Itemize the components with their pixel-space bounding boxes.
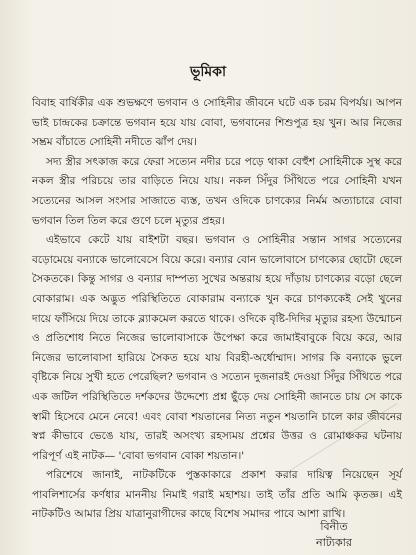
closing-block — [274, 519, 394, 551]
paragraph: পরিশেষে জানাই, নাটকটিকে পুস্তকাকারে প্রকাশ করার দায়িত্ব নিয়েছেন সূর্য পাবলিশার্সের কর্ণধার মাননীয় নিমাই গরাই মহাশয়। তাই তাঁর প্রতি আমি কৃতজ্ঞ। এই নাটকটিও আমার প্রিয় যাত্রানুরাগীদের কাছে বিশেষ সমাদর পাবে আশা রাখি। — [32, 469, 402, 521]
signature: নাট্যকার — [316, 536, 352, 549]
closing-word: বিনীত — [320, 520, 348, 533]
paragraph: এইভাবে কেটে যায় বাইশটা বছর। ভগবান ও সোহিনীর সন্তান সাগর সত্যেনের বড়োমেয়ে বন্যাকে ভালোবেসে বিয়ে করে। বন্যার বোন ভালোবাসে চাণক্যের ছোটো ছেলে সৈকতকে। কিন্তু সাগর ও বন্যার দাম্পত্য সুখের অন্তরায় হয়ে দাঁড়ায় চাণক্যের বড়ো ছেলে বোকারাম। এক অদ্ভুত পরিস্থিতিতে বোকারাম বন্যাকে খুন করে চাণক্যকেই সেই খুনের দায়ে ফাঁসিয়ে দিয়ে তাকে ব্ল্যাকমেল করতে থাকে। ওদিকে বৃষ্টি-দিদির মৃত্যুর রহস্য উন্মোচন ও প্রতিশোধ নিতে নিজের ভালোবাসাকে উপেক্ষা করে জামাইবাবুকে বিয়ে করে, আর নিজের ভালোবাসা হারিয়ে সৈকত হয়ে যায় বিরহী-অর্ধোম্মাদ। সাগর কি বন্যাকে ভুলে বৃষ্টিকে নিয়ে সুখী হতে পেরেছিল? ভগবান ও সত্যেন দুজনারই দেওয়া সিঁদুর সিঁথিতে পরে এক জটিল পরিস্থিতিতে দর্শকদের উদ্দেশ্যে প্রশ্ন ছুঁড়ে দেয় সোহিনী জানতে চায় সে কাকে স্বামী হিসেবে মেনে নেবে! এবং বোবা শয়তানের নিত্য নতুন শয়তানি চালে কার জীবনের স্বপ্ন কীভাবে ভেঙে যায়, তারই অসংখ্য রহস্যময় প্রশ্নের উত্তর ও রোমাঞ্চকর ঘটনায় পরিপূর্ণ এই নাটক— 'বোবা ভগবান বোকা শয়তান।' — [32, 234, 402, 462]
body-text — [32, 94, 402, 525]
paragraph: সদ্য স্ত্রীর সৎকাজ করে ফেরা সত্যেন নদীর চরে পড়ে থাকা বেহুঁশ সোহিনীকে সুস্থ করে নকল স্ত্রীর পরিচয়ে তার বাড়িতে নিয়ে যায়। নকল সিঁদুর সিঁথিতে পরে সোহিনী যখন সত্যেনের আসল সংসার সাজাতে ব্যস্ত, তখন ওদিকে চাণক্যের নির্মম অত্যাচারে বোবা ভগবান তিল তিল করে গুণে চলে মৃত্যুর প্রহর। — [32, 155, 402, 227]
paragraph: বিবাহ বার্ষিকীর এক শুভক্ষণে ভগবান ও সোহিনীর জীবনে ঘটে এক চরম বিপর্যয়। আপন ভাই চান্দ্রকের চক্রান্তে ভগবান হয়ে যায় বোবা, ভগবানের শিশুপুত্র হয় খুন। আর নিজের সম্ভ্রম বাঁচাতে সোহিনী নদীতে ঝাঁপ দেয়। — [32, 97, 402, 149]
page-title: ভূমিকা — [189, 64, 227, 80]
